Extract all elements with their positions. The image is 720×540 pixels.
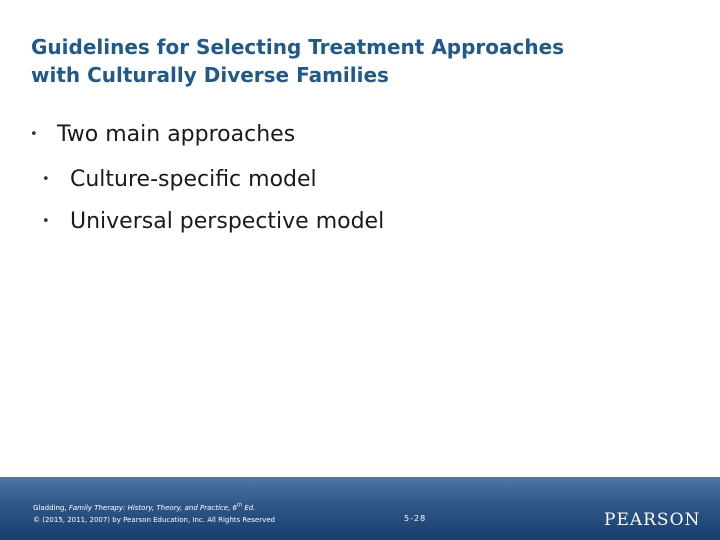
bullet-dot-icon: •: [42, 214, 50, 229]
footer-citation: [33, 502, 373, 526]
slide-title-line-1: Guidelines for Selecting Treatment Approaches: [31, 35, 565, 59]
bullet-item-main: [30, 122, 295, 147]
slide-number: 5-28: [404, 514, 427, 523]
citation-title: Family Therapy: History, Theory, and Practice, 6: [68, 504, 237, 512]
bullet-item-sub-2: [42, 209, 384, 234]
bullet-text-main: Two main approaches: [57, 122, 296, 147]
bullet-text-sub-2: Universal perspective model: [70, 209, 385, 234]
citation-edition: Ed.: [242, 504, 256, 512]
citation-edition-sup: th: [237, 502, 243, 509]
bullet-dot-icon: •: [42, 172, 50, 187]
citation-author: Gladding,: [33, 504, 69, 512]
bullet-text-sub-1: Culture-specific model: [70, 167, 317, 192]
citation-line-1: [33, 502, 373, 514]
citation-copyright: © (2015, 2011, 2007) by Pearson Education, Inc. All Rights Reserved: [33, 516, 275, 524]
bullet-dot-icon: •: [30, 127, 38, 142]
pearson-logo: PEARSON: [604, 510, 701, 530]
bullet-item-sub-1: [42, 167, 317, 192]
slide-title-line-2: with Culturally Diverse Families: [31, 63, 389, 87]
